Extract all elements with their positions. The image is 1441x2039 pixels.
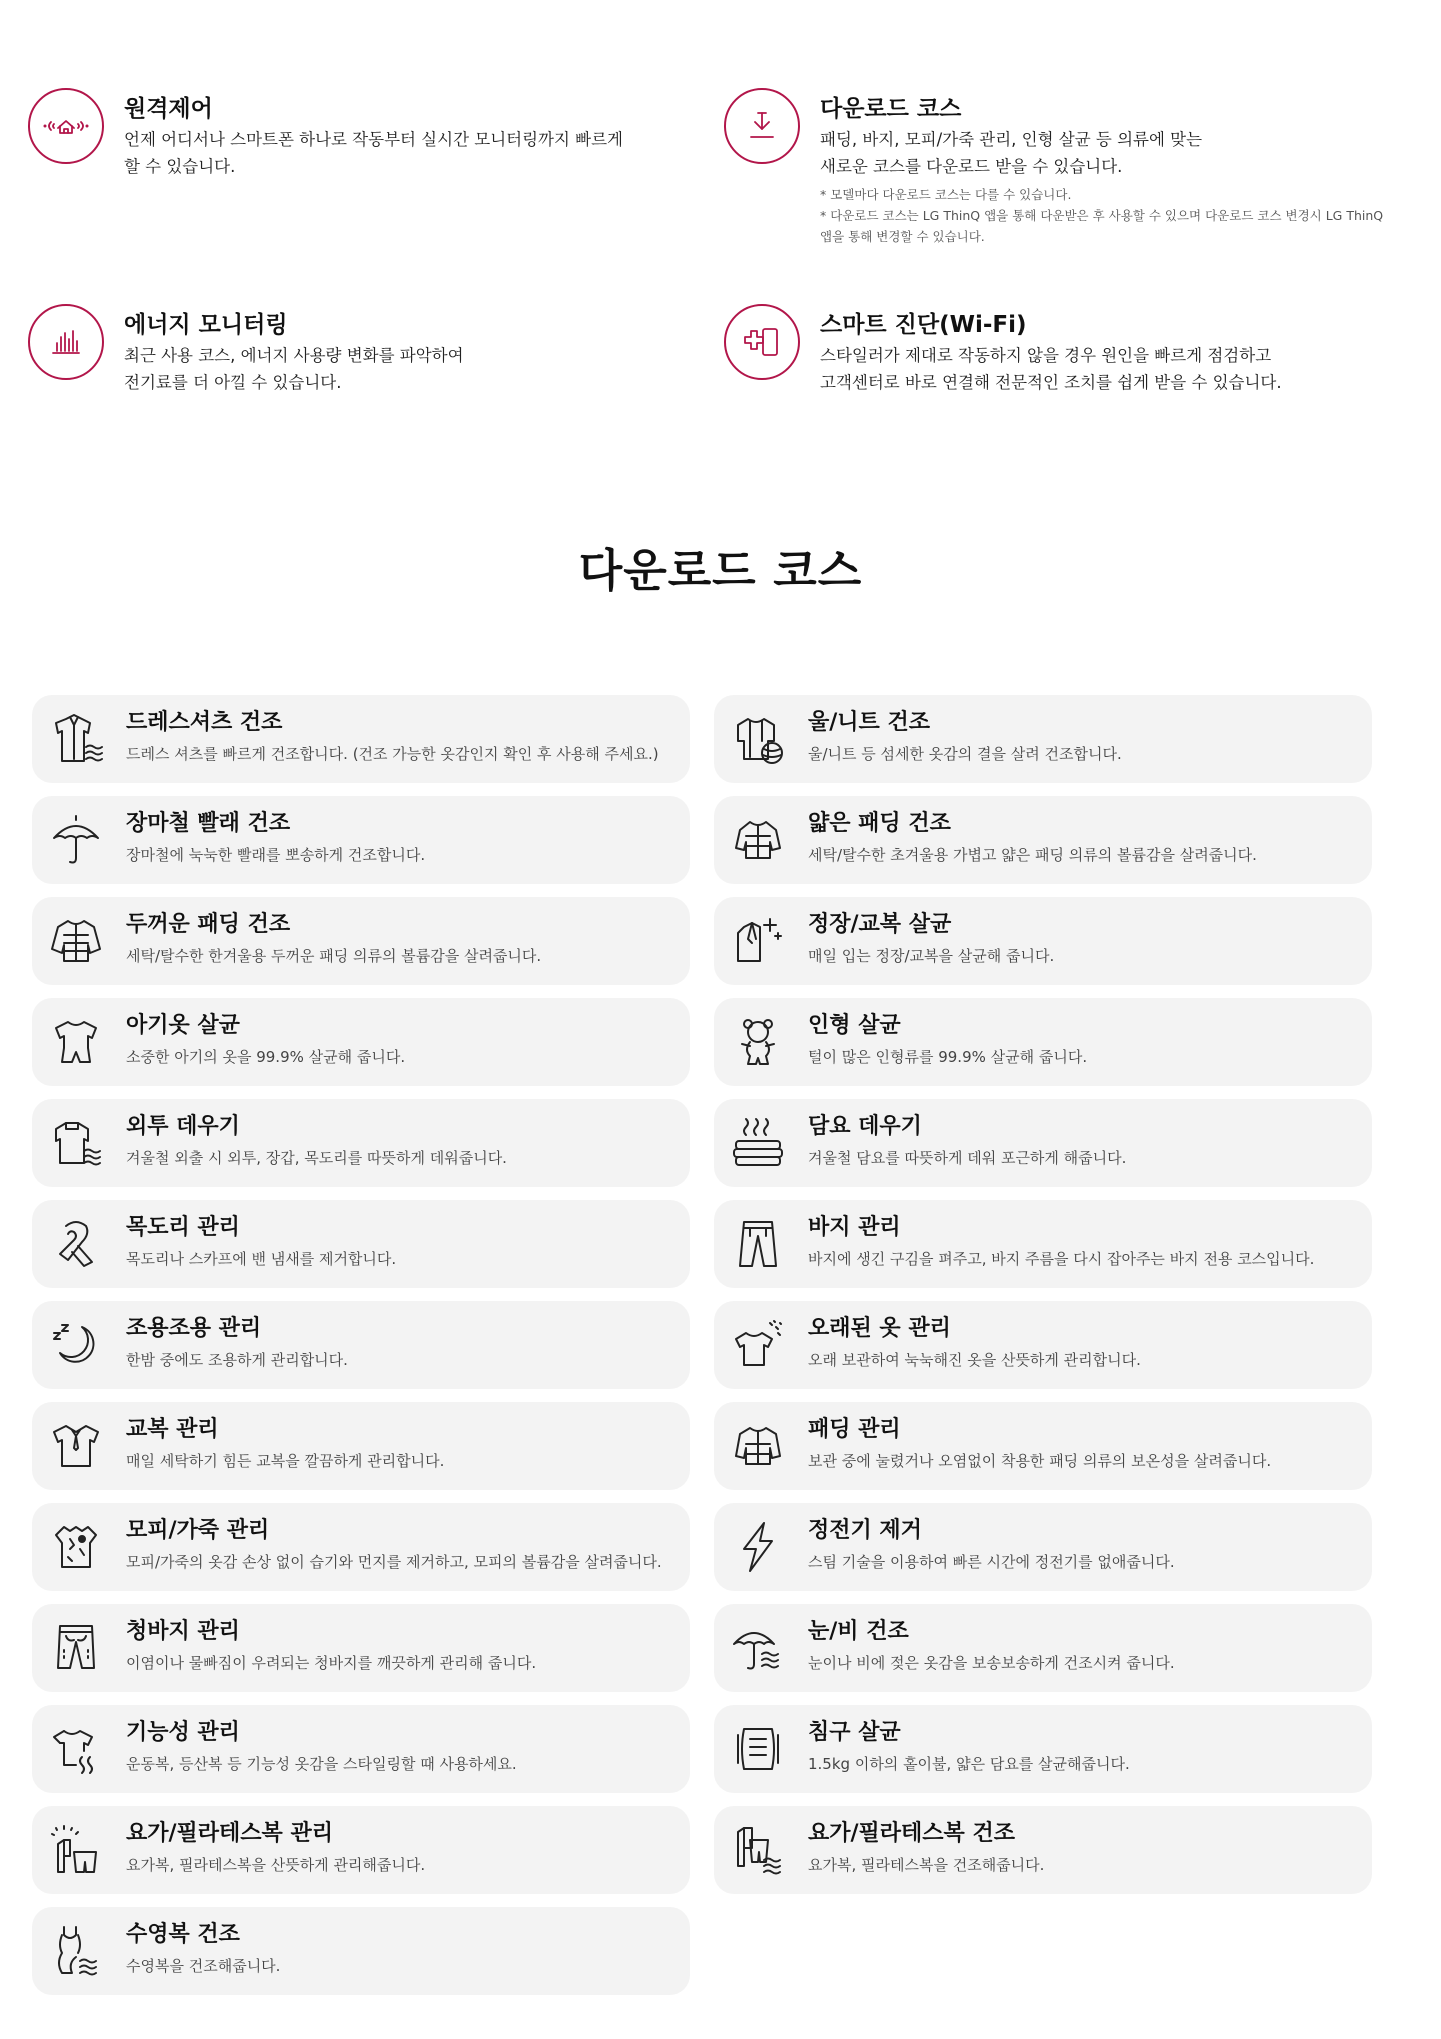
feature-desc-line: 고객센터로 바로 연결해 전문적인 조치를 쉽게 받을 수 있습니다. <box>820 373 1282 392</box>
old-clothes-icon <box>730 1317 786 1373</box>
course-title: 담요 데우기 <box>808 1114 922 1139</box>
course-title: 수영복 건조 <box>126 1922 240 1947</box>
course-card-dress-shirt[interactable] <box>32 695 690 783</box>
pants-icon <box>730 1216 786 1272</box>
feature-note: * 다운로드 코스는 LG ThinQ 앱을 통해 다운받은 후 사용할 수 있으며 다운로드 코스 변경시 LG ThinQ <box>820 208 1384 223</box>
feature-notes <box>820 184 1420 247</box>
course-title: 울/니트 건조 <box>808 710 930 735</box>
course-title: 바지 관리 <box>808 1215 901 1240</box>
yoga-care-icon <box>48 1822 104 1878</box>
course-card-swimsuit[interactable] <box>32 1907 690 1995</box>
energy-chart-icon <box>28 304 104 380</box>
feature-desc <box>124 342 724 396</box>
course-card-static-removal[interactable] <box>714 1503 1372 1591</box>
course-title: 교복 관리 <box>126 1417 219 1442</box>
course-card-pants[interactable] <box>714 1200 1372 1288</box>
course-title: 요가/필라테스복 건조 <box>808 1821 1015 1846</box>
course-title: 드레스셔츠 건조 <box>126 710 283 735</box>
teddy-bear-icon <box>730 1014 786 1070</box>
feature-title: 에너지 모니터링 <box>124 312 288 338</box>
course-card-quiet-care[interactable] <box>32 1301 690 1389</box>
padding-care-icon <box>730 1418 786 1474</box>
course-card-yoga-care[interactable] <box>32 1806 690 1894</box>
bedding-icon <box>730 1721 786 1777</box>
sportswear-icon <box>48 1721 104 1777</box>
course-card-rainy-season[interactable] <box>32 796 690 884</box>
course-card-snow-rain-dry[interactable] <box>714 1604 1372 1692</box>
smart-diagnosis-icon <box>724 304 800 380</box>
course-card-thin-padding[interactable] <box>714 796 1372 884</box>
course-desc: 스팀 기술을 이용하여 빠른 시간에 정전기를 없애줍니다. <box>808 1553 1175 1571</box>
course-title: 두꺼운 패딩 건조 <box>126 912 291 937</box>
course-desc: 겨울철 담요를 따뜻하게 데워 포근하게 해줍니다. <box>808 1149 1127 1167</box>
course-desc: 매일 세탁하기 힘든 교복을 깔끔하게 관리합니다. <box>126 1452 445 1470</box>
lightning-icon <box>730 1519 786 1575</box>
course-title: 오래된 옷 관리 <box>808 1316 951 1341</box>
feature-title: 스마트 진단(Wi-Fi) <box>820 312 1027 338</box>
course-card-yoga-dry[interactable] <box>714 1806 1372 1894</box>
course-desc: 요가복, 필라테스복을 산뜻하게 관리해줍니다. <box>126 1856 426 1874</box>
course-card-wool-knit[interactable] <box>714 695 1372 783</box>
course-card-coat-warm[interactable] <box>32 1099 690 1187</box>
course-desc: 이염이나 물빠짐이 우려되는 청바지를 깨끗하게 관리해 줍니다. <box>126 1654 537 1672</box>
course-card-suit-sterilize[interactable] <box>714 897 1372 985</box>
course-desc: 모피/가죽의 옷감 손상 없이 습기와 먼지를 제거하고, 모피의 볼륨감을 살려줍니다. <box>126 1553 662 1571</box>
blanket-warm-icon <box>730 1115 786 1171</box>
section-title: 다운로드 코스 <box>578 544 863 597</box>
course-title: 침구 살균 <box>808 1720 901 1745</box>
suit-sparkle-icon <box>730 913 786 969</box>
course-title: 패딩 관리 <box>808 1417 901 1442</box>
remote-home-icon <box>28 88 104 164</box>
course-card-doll-sterilize[interactable] <box>714 998 1372 1086</box>
umbrella-dry-icon <box>730 1620 786 1676</box>
course-card-scarf[interactable] <box>32 1200 690 1288</box>
swimsuit-icon <box>48 1923 104 1979</box>
course-title: 기능성 관리 <box>126 1720 240 1745</box>
feature-title: 다운로드 코스 <box>820 96 962 122</box>
feature-desc-line: 할 수 있습니다. <box>124 157 236 176</box>
school-uniform-icon <box>48 1418 104 1474</box>
course-card-jeans[interactable] <box>32 1604 690 1692</box>
feature-desc <box>820 342 1420 396</box>
course-title: 눈/비 건조 <box>808 1619 909 1644</box>
course-title: 목도리 관리 <box>126 1215 240 1240</box>
umbrella-icon <box>48 812 104 868</box>
wool-knit-icon <box>730 711 786 767</box>
dress-shirt-icon <box>48 711 104 767</box>
feature-desc-line: 전기료를 더 아낄 수 있습니다. <box>124 373 342 392</box>
feature-desc-line: 새로운 코스를 다운로드 받을 수 있습니다. <box>820 157 1123 176</box>
course-title: 외투 데우기 <box>126 1114 240 1139</box>
feature-desc-line: 스타일러가 제대로 작동하지 않을 경우 원인을 빠르게 점검하고 <box>820 346 1272 365</box>
course-desc: 눈이나 비에 젖은 옷감을 보송보송하게 건조시켜 줍니다. <box>808 1654 1175 1672</box>
course-title: 장마철 빨래 건조 <box>126 811 291 836</box>
thin-padding-icon <box>730 812 786 868</box>
coat-warm-icon <box>48 1115 104 1171</box>
course-title: 조용조용 관리 <box>126 1316 262 1341</box>
jeans-icon <box>48 1620 104 1676</box>
course-desc: 목도리나 스카프에 밴 냄새를 제거합니다. <box>126 1250 397 1268</box>
scarf-icon <box>48 1216 104 1272</box>
fur-leather-icon <box>48 1519 104 1575</box>
course-title: 인형 살균 <box>808 1013 901 1038</box>
course-desc: 수영복을 건조해줍니다. <box>126 1957 281 1975</box>
thick-padding-icon <box>48 913 104 969</box>
course-desc: 세탁/탈수한 한겨울용 두꺼운 패딩 의류의 볼륨감을 살려줍니다. <box>126 947 542 965</box>
course-title: 청바지 관리 <box>126 1619 240 1644</box>
moon-sleep-icon <box>48 1317 104 1373</box>
course-card-padding-care[interactable] <box>714 1402 1372 1490</box>
course-desc: 겨울철 외출 시 외투, 장갑, 목도리를 따뜻하게 데워줍니다. <box>126 1149 507 1167</box>
feature-desc <box>124 126 724 180</box>
course-title: 모피/가죽 관리 <box>126 1518 270 1543</box>
baby-clothes-icon <box>48 1014 104 1070</box>
feature-note: * 모델마다 다운로드 코스는 다를 수 있습니다. <box>820 187 1072 202</box>
course-card-blanket-warm[interactable] <box>714 1099 1372 1187</box>
course-card-thick-padding[interactable] <box>32 897 690 985</box>
yoga-dry-icon <box>730 1822 786 1878</box>
course-desc: 털이 많은 인형류를 99.9% 살균해 줍니다. <box>808 1048 1088 1066</box>
course-card-old-clothes[interactable] <box>714 1301 1372 1389</box>
course-title: 정장/교복 살균 <box>808 912 952 937</box>
feature-desc-line: 패딩, 바지, 모피/가죽 관리, 인형 살균 등 의류에 맞는 <box>820 130 1203 149</box>
course-desc: 오래 보관하여 눅눅해진 옷을 산뜻하게 관리합니다. <box>808 1351 1141 1369</box>
course-title: 얇은 패딩 건조 <box>808 811 951 836</box>
course-title: 정전기 제거 <box>808 1518 922 1543</box>
course-card-fur-leather[interactable] <box>32 1503 690 1591</box>
course-desc: 요가복, 필라테스복을 건조해줍니다. <box>808 1856 1045 1874</box>
course-desc: 운동복, 등산복 등 기능성 옷감을 스타일링할 때 사용하세요. <box>126 1755 517 1773</box>
course-card-school-uniform[interactable] <box>32 1402 690 1490</box>
course-desc: 한밤 중에도 조용하게 관리합니다. <box>126 1351 348 1369</box>
course-desc: 드레스 셔츠를 빠르게 건조합니다. (건조 가능한 옷감인지 확인 후 사용해 주세요.) <box>126 745 659 763</box>
course-title: 요가/필라테스복 관리 <box>126 1821 333 1846</box>
course-title: 아기옷 살균 <box>126 1013 240 1038</box>
course-desc: 1.5kg 이하의 홑이불, 얇은 담요를 살균해줍니다. <box>808 1755 1130 1773</box>
feature-title: 원격제어 <box>124 96 213 122</box>
course-desc: 울/니트 등 섬세한 옷감의 결을 살려 건조합니다. <box>808 745 1122 763</box>
feature-note: 앱을 통해 변경할 수 있습니다. <box>820 229 985 244</box>
course-desc: 소중한 아기의 옷을 99.9% 살균해 줍니다. <box>126 1048 406 1066</box>
download-icon <box>724 88 800 164</box>
course-desc: 매일 입는 정장/교복을 살균해 줍니다. <box>808 947 1055 965</box>
course-card-functional[interactable] <box>32 1705 690 1793</box>
course-desc: 장마철에 눅눅한 빨래를 뽀송하게 건조합니다. <box>126 846 426 864</box>
course-card-baby-clothes[interactable] <box>32 998 690 1086</box>
course-desc: 보관 중에 눌렸거나 오염없이 착용한 패딩 의류의 보온성을 살려줍니다. <box>808 1452 1272 1470</box>
feature-desc-line: 언제 어디서나 스마트폰 하나로 작동부터 실시간 모니터링까지 빠르게 <box>124 130 623 149</box>
course-card-bedding[interactable] <box>714 1705 1372 1793</box>
course-desc: 세탁/탈수한 초겨울용 가볍고 얇은 패딩 의류의 볼륨감을 살려줍니다. <box>808 846 1257 864</box>
course-desc: 바지에 생긴 구김을 펴주고, 바지 주름을 다시 잡아주는 바지 전용 코스입니다. <box>808 1250 1315 1268</box>
feature-desc-line: 최근 사용 코스, 에너지 사용량 변화를 파악하여 <box>124 346 464 365</box>
feature-desc <box>820 126 1420 180</box>
